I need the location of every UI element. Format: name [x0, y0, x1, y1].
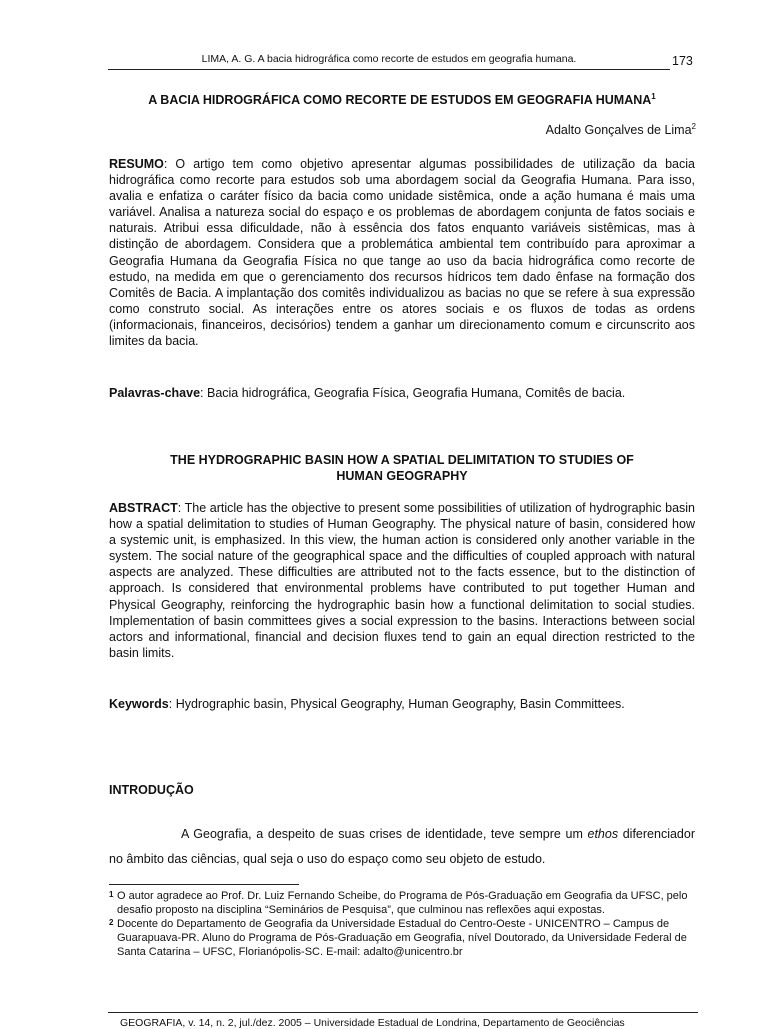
running-header: LIMA, A. G. A bacia hidrográfica como recorte de estudos em geografia humana.	[201, 53, 577, 65]
footnote-2-mark: 2	[109, 918, 114, 927]
title-footnote-mark: 1	[651, 91, 656, 101]
keywords-paragraph	[109, 696, 695, 712]
intro-text-end: diferenciador no âmbito das ciências, qual seja o uso do espaço como seu objeto de estudo.	[109, 827, 695, 866]
abstract-label: ABSTRACT	[109, 501, 178, 515]
footnote-1	[109, 889, 695, 917]
keywords-label: Keywords	[109, 697, 169, 711]
author-name: Adalto Gonçalves de Lima	[545, 123, 692, 137]
english-title-line-2: HUMAN GEOGRAPHY	[336, 469, 468, 483]
header-rule	[108, 69, 670, 70]
footnote-2-text: Docente do Departamento de Geografia da Universidade Estadual do Centro-Oeste - UNICENTRO – Campus de Guarapuava-PR. Aluno do Programa de Pós-Graduação em Geografia, nível Doutorado, da Universidade Federal de Santa Catarina – UFSC, Florianópolis-SC. E-mail: adalto@unicentro.br	[117, 918, 687, 958]
resumo-text: : O artigo tem como objetivo apresentar algumas possibilidades de utilização da bacia hidrográfica como recorte para estudos sob uma abordagem social da Geografia Humana. Para isso, avalia e enfatiza o caráter físico da bacia como unidade sistêmica, onde a ação humana é mais uma variável. Analisa a natureza social do espaço e os problemas de abordagem conjunta de fatos sociais e naturais. Atribui essa dificuldade, não à essência dos fatos enquanto variáveis sistêmicas, mas à distinção de abordagem. Considera que a problemática ambiental tem contribuído para aproximar a Geografia Humana da Geografia Física no que tange ao uso da bacia hidrográfica como recorte de estudo, na medida em que o gerenciamento dos recursos hídricos tem dado ênfase na formação dos Comitês de Bacia. A implantação dos comitês individualizou as bacias no que se refere à sua expressão como construto social. As interações entre os atores sociais e os fluxos de todas as ordens (informacionais, financeiros, decisórios) tendem a ganhar um direcionamento comum e circunscrito aos limites da bacia.	[109, 157, 695, 349]
footer-rule	[108, 1012, 698, 1013]
english-title-line-1: THE HYDROGRAPHIC BASIN HOW A SPATIAL DELIMITATION TO STUDIES OF	[170, 453, 634, 467]
footnote-1-mark: 1	[109, 890, 114, 899]
author-line	[108, 123, 696, 137]
palavras-chave-text: : Bacia hidrográfica, Geografia Física, Geografia Humana, Comitês de bacia.	[200, 386, 626, 400]
section-heading-introducao: INTRODUÇÃO	[109, 783, 194, 797]
english-title	[108, 452, 696, 484]
abstract-text: : The article has the objective to present some possibilities of utilization of hydrographic basin how a spatial delimitation to studies of Human Geography. The physical nature of basin, considered how a systemic unit, is emphasized. In this view, the human action is considered only another variable in the system. The social nature of the geographical space and the difficulties of coupled approach with natural aspects are analyzed. These difficulties are attributed not to the facts essence, but to the distinction of approach. Is considered that environmental problems have contributed to put together Human and Physical Geography, reinforcing the hydrographic basin how a functional delimitation to social studies. Implementation of basin committees gives a social expression to the basins. Interactions between social actors and informational, financial and decision fluxes tend to gain an equal direction restricted to the basin limits.	[109, 501, 695, 660]
intro-text-start: A Geografia, a despeito de suas crises de identidade, teve sempre um	[181, 827, 588, 841]
palavras-chave-label: Palavras-chave	[109, 386, 201, 400]
author-footnote-mark: 2	[691, 121, 696, 131]
article-title-text: A BACIA HIDROGRÁFICA COMO RECORTE DE ESTUDOS EM GEOGRAFIA HUMANA	[148, 93, 652, 107]
palavras-chave-paragraph	[109, 385, 695, 401]
article-title	[108, 93, 696, 107]
footnote-1-text: O autor agradece ao Prof. Dr. Luiz Fernando Scheibe, do Programa de Pós-Graduação em Geografia da UFSC, pelo desafio proposto na disciplina “Seminários de Pesquisa”, que culminou nas reflexões aqui expostas.	[117, 890, 688, 916]
intro-paragraph	[109, 822, 695, 872]
footnote-rule	[109, 884, 299, 885]
page-footer: GEOGRAFIA, v. 14, n. 2, jul./dez. 2005 – Universidade Estadual de Londrina, Departamento de Geociências	[120, 1017, 625, 1029]
abstract-paragraph	[109, 500, 695, 661]
keywords-text: : Hydrographic basin, Physical Geography, Human Geography, Basin Committees.	[168, 697, 625, 711]
footnotes	[109, 889, 695, 959]
resumo-paragraph	[109, 156, 695, 349]
footnote-2	[109, 917, 695, 959]
intro-ethos: ethos	[587, 827, 619, 841]
page-number: 173	[672, 54, 693, 68]
resumo-label: RESUMO	[109, 157, 164, 171]
